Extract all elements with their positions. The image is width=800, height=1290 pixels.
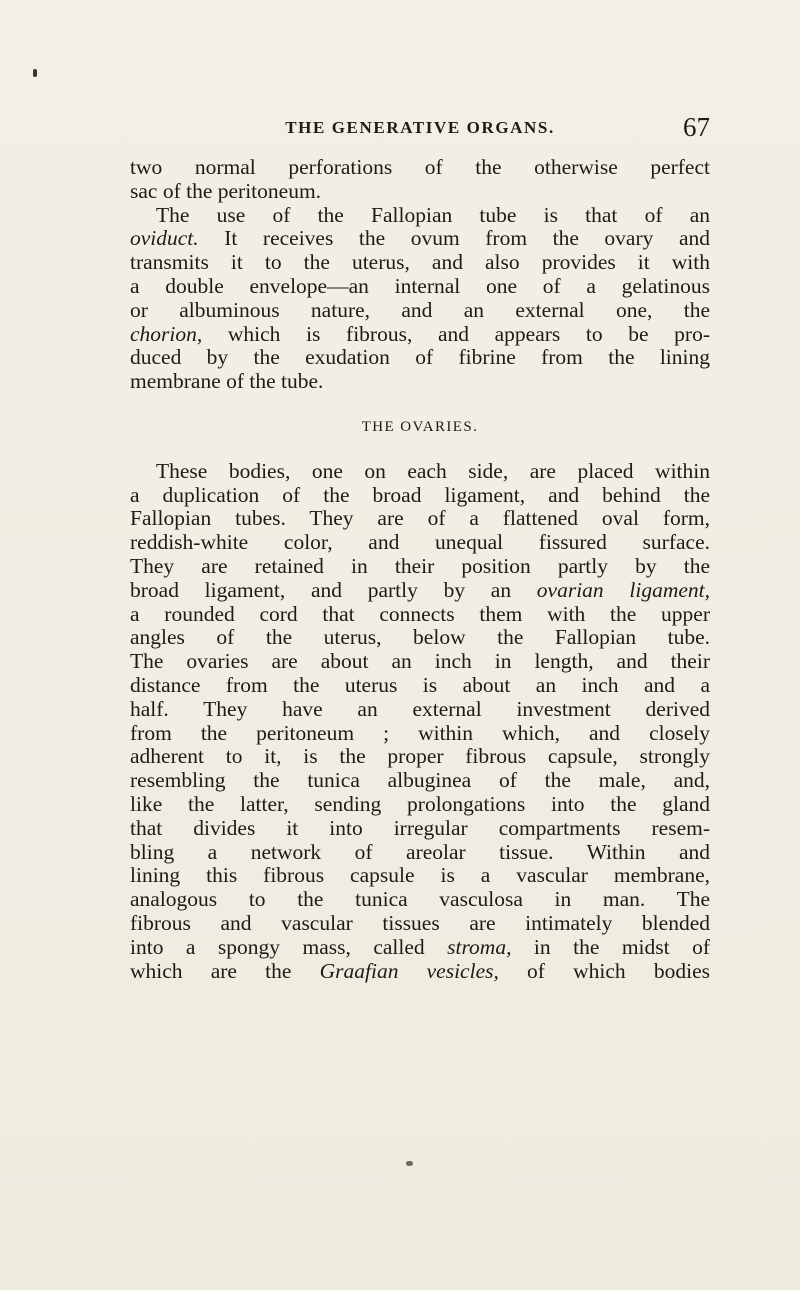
text-line: that divides it into irregular compartments resem- bbox=[130, 815, 710, 840]
text-line: broad ligament, and partly by an ovarian ligament, bbox=[130, 577, 711, 602]
text-line: or albuminous nature, and an external one, the bbox=[130, 297, 710, 322]
text-line: from the peritoneum ; within which, and closely bbox=[130, 720, 710, 745]
text-line: The use of the Fallopian tube is that of an bbox=[156, 202, 710, 227]
text-line: angles of the uterus, below the Fallopian tube. bbox=[130, 625, 710, 650]
text-line: adherent to it, is the proper fibrous capsule, strongly bbox=[130, 744, 710, 769]
text-line: membrane of the tube. bbox=[130, 369, 324, 394]
page-number: 67 bbox=[683, 112, 710, 142]
text-line: two normal perforations of the otherwise perfect bbox=[130, 155, 710, 179]
italic-term: stroma, bbox=[447, 934, 512, 959]
text-line: lining this fibrous capsule is a vascular membrane, bbox=[130, 863, 710, 888]
text-line: into a spongy mass, called stroma, in the midst of bbox=[130, 934, 711, 959]
text-line: resembling the tunica albuginea of the male, and, bbox=[130, 768, 710, 793]
italic-term: Graafian vesicles, bbox=[319, 958, 499, 983]
text-line: duced by the exudation of fibrine from the lining bbox=[130, 345, 710, 370]
running-title: THE GENERATIVE ORGANS. bbox=[285, 118, 555, 137]
body-text bbox=[130, 156, 710, 983]
running-head bbox=[130, 112, 710, 146]
ink-spot bbox=[33, 69, 37, 77]
italic-term: chorion, bbox=[130, 321, 203, 346]
text-line: half. They have an external investment derived bbox=[130, 696, 710, 721]
text-line: oviduct. It receives the ovum from the ovary and bbox=[130, 226, 710, 251]
text-line: analogous to the tunica vasculosa in man. The bbox=[130, 887, 710, 912]
text-line: which are the Graafian vesicles, of which bodies bbox=[130, 958, 710, 983]
text-line: like the latter, sending prolongations into the gland bbox=[130, 791, 710, 816]
italic-term: oviduct. bbox=[130, 226, 199, 251]
text-line: They are retained in their position partly by the bbox=[130, 553, 710, 578]
text-line: sac of the peritoneum. bbox=[130, 178, 322, 203]
text-line: Fallopian tubes. They are of a flattened oval form, bbox=[130, 506, 710, 531]
text-line: a double envelope—an internal one of a gelatinous bbox=[130, 273, 710, 298]
text-line: fibrous and vascular tissues are intimately blended bbox=[130, 910, 710, 935]
text-line: chorion, which is fibrous, and appears to be pro- bbox=[130, 321, 710, 346]
italic-term: ovarian ligament, bbox=[536, 577, 711, 602]
text-line: a duplication of the broad ligament, and behind the bbox=[130, 482, 710, 507]
text-line: a rounded cord that connects them with the upper bbox=[130, 601, 710, 626]
text-line: bling a network of areolar tissue. Within and bbox=[130, 839, 710, 864]
section-heading: THE OVARIES. bbox=[361, 418, 479, 435]
ink-spot bbox=[406, 1161, 413, 1166]
text-line: transmits it to the uterus, and also provides it with bbox=[130, 250, 710, 275]
text-line: distance from the uterus is about an inch and a bbox=[130, 672, 710, 697]
text-line: These bodies, one on each side, are placed within bbox=[156, 458, 710, 483]
text-line: The ovaries are about an inch in length, and their bbox=[130, 649, 710, 674]
text-line: reddish-white color, and unequal fissured surface. bbox=[130, 530, 710, 555]
